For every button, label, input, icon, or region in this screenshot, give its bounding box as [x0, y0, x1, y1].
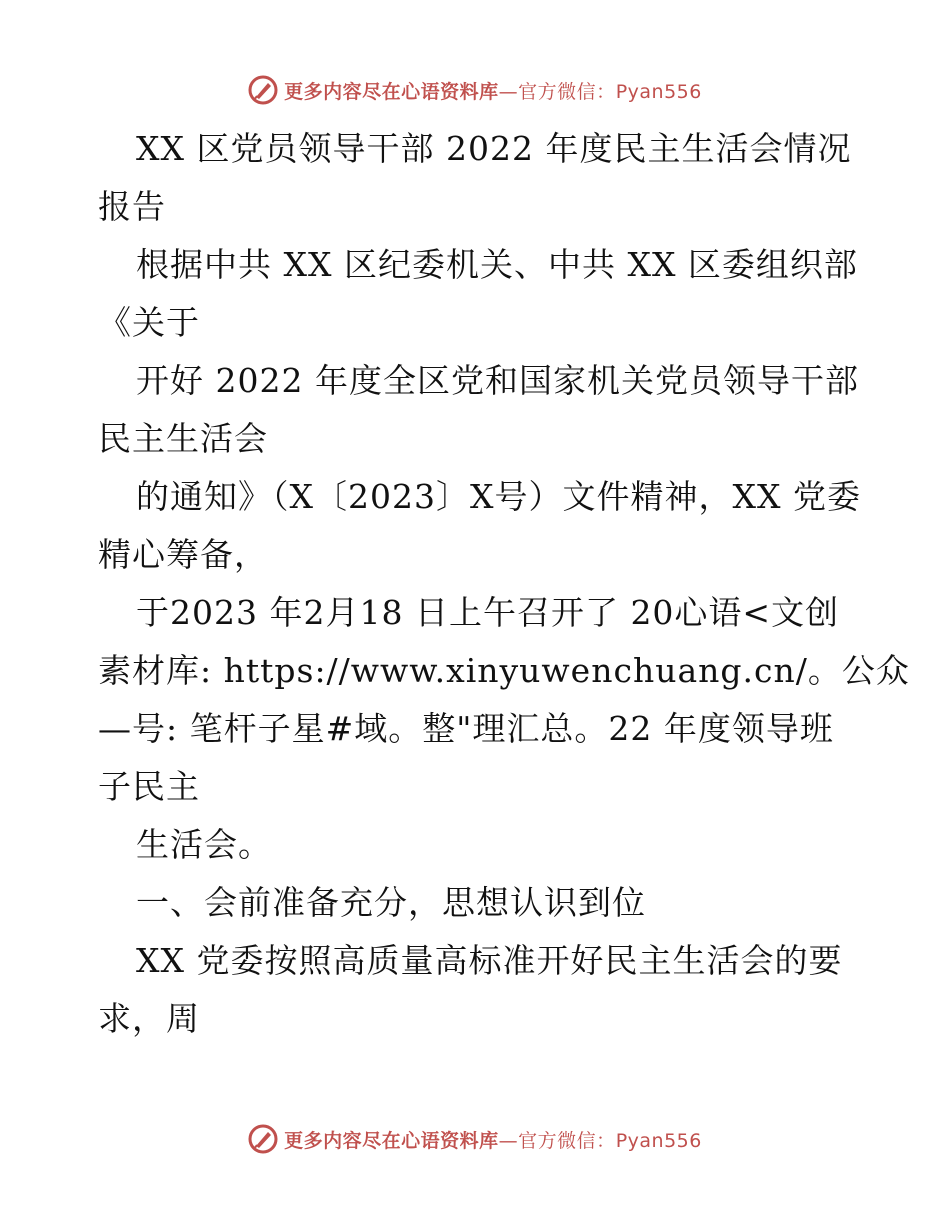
doc-line-1: XX 区党员领导干部 2022 年度民主生活会情况 — [136, 129, 852, 168]
quill-logo-icon — [248, 75, 278, 105]
document-body — [98, 120, 910, 1048]
doc-line-6: 民主生活会 — [98, 419, 268, 458]
footer-wechat-id: Pyan556 — [615, 1129, 702, 1152]
doc-line-2: 报告 — [98, 187, 166, 226]
footer-banner-text — [284, 1126, 702, 1153]
doc-line-5: 开好 2022 年度全区党和国家机关党员领导干部 — [136, 361, 859, 400]
footer-contact-label: 官方微信： — [518, 1129, 616, 1152]
doc-line-11: —号: 笔杆子星#域。整"理汇总。22 年度领导班 — [98, 709, 834, 748]
doc-line-4: 《关于 — [98, 303, 200, 342]
header-banner-text — [284, 77, 702, 104]
header-banner — [0, 70, 950, 110]
doc-line-12: 子民主 — [98, 767, 200, 806]
doc-section-heading: 一、会前准备充分，思想认识到位 — [136, 883, 646, 922]
doc-line-7: 的通知》（X〔2023〕X号）文件精神，XX 党委 — [136, 477, 861, 516]
quill-logo-icon — [248, 1124, 278, 1154]
footer-banner — [0, 1119, 950, 1159]
doc-line-3: 根据中共 XX 区纪委机关、中共 XX 区委组织部 — [136, 245, 858, 284]
footer-dash: — — [498, 1129, 519, 1152]
doc-line-10: 素材库: https://www.xinyuwenchuang.cn/。公众 — [98, 651, 910, 690]
doc-line-16: 求，周 — [98, 999, 200, 1038]
header-brand: 更多内容尽在心语资料库 — [284, 80, 499, 103]
doc-line-15: XX 党委按照高质量高标准开好民主生活会的要 — [136, 941, 843, 980]
doc-line-8: 精心筹备， — [98, 535, 268, 574]
header-contact-label: 官方微信： — [518, 80, 616, 103]
doc-line-9: 于2023 年2月18 日上午召开了 20心语<文创 — [136, 593, 840, 632]
header-dash: — — [498, 80, 519, 103]
doc-line-13: 生活会。 — [136, 825, 272, 864]
footer-brand: 更多内容尽在心语资料库 — [284, 1129, 499, 1152]
header-wechat-id: Pyan556 — [615, 80, 702, 103]
